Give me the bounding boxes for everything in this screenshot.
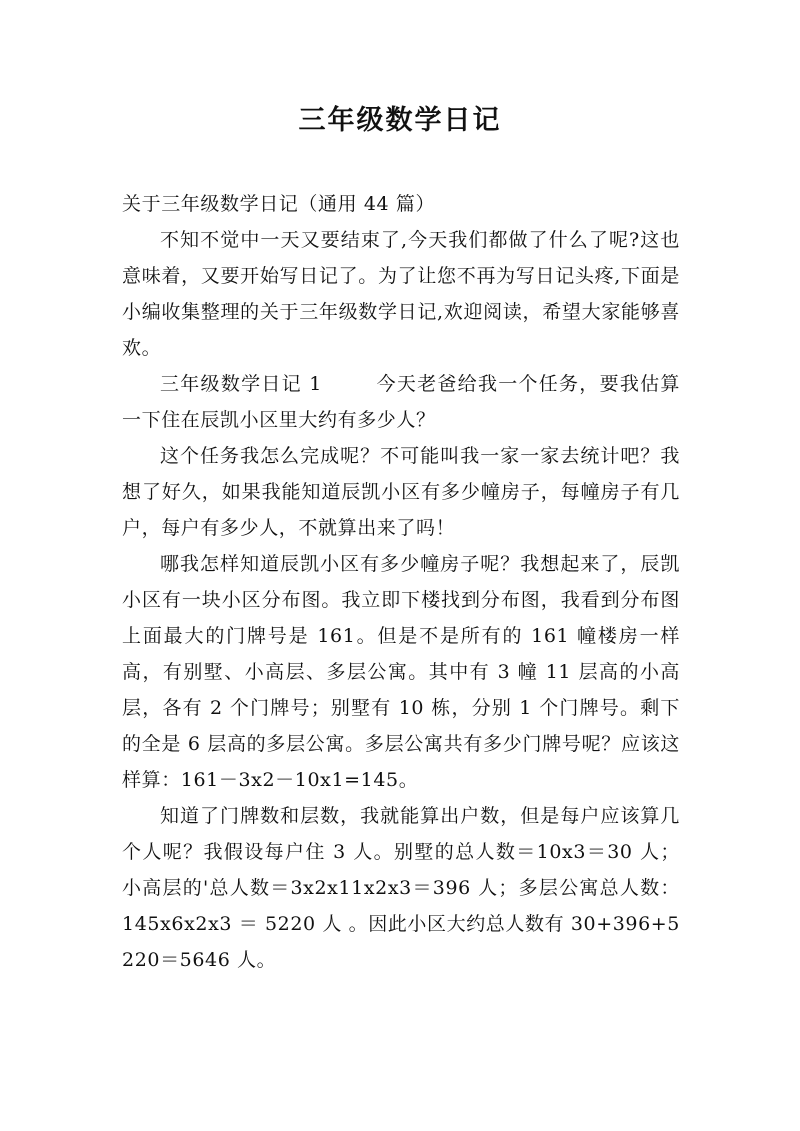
document-subtitle: 关于三年级数学日记（通用 44 篇） [122,193,436,215]
entry-1-text: 今天老爸给我一个任务，要我估算一下住在辰凯小区里大约有多少人？ [122,373,680,431]
body-paragraph: 这个任务我怎么完成呢？不可能叫我一家一家去统计吧？我想了好久，如果我能知道辰凯小区有多少幢房子，每幢房子有几户，每户有多少人，不就算出来了吗！ [122,445,680,539]
document-body [122,186,680,978]
entry-1-paragraph [122,366,680,438]
document-title: 三年级数学日记 [298,105,502,136]
body-paragraph: 知道了门牌数和层数，我就能算出户数，但是每户应该算几个人呢？我假设每户住 3 人。别墅的总人数＝10x3＝30 人；小高层的'总人数＝3x2x11x2x3＝396 人；多层公寓总人数： 145x6x2x3 ＝ 5220 人 。因此小区大约总人数有 30+396+5220＝5646 人。 [122,805,680,971]
body-paragraph: 哪我怎样知道辰凯小区有多少幢房子呢？我想起来了，辰凯小区有一块小区分布图。我立即下楼找到分布图，我看到分布图上面最大的门牌号是 161。但是不是所有的 161 幢楼房一样高，有别墅、小高层、多层公寓。其中有 3 幢 11 层高的小高层，各有 2 个门牌号；别墅有 10 栋，分别 1 个门牌号。剩下的全是 6 层高的多层公寓。多层公寓共有多少门牌号呢？应该这样算：161－3x2－10x1=145。 [122,553,680,791]
intro-paragraph: 不知不觉中一天又要结束了,今天我们都做了什么了呢?这也意味着，又要开始写日记了。为了让您不再为写日记头疼,下面是小编收集整理的关于三年级数学日记,欢迎阅读，希望大家能够喜欢。 [122,229,680,359]
entry-1-label: 三年级数学日记 1 [160,373,322,395]
